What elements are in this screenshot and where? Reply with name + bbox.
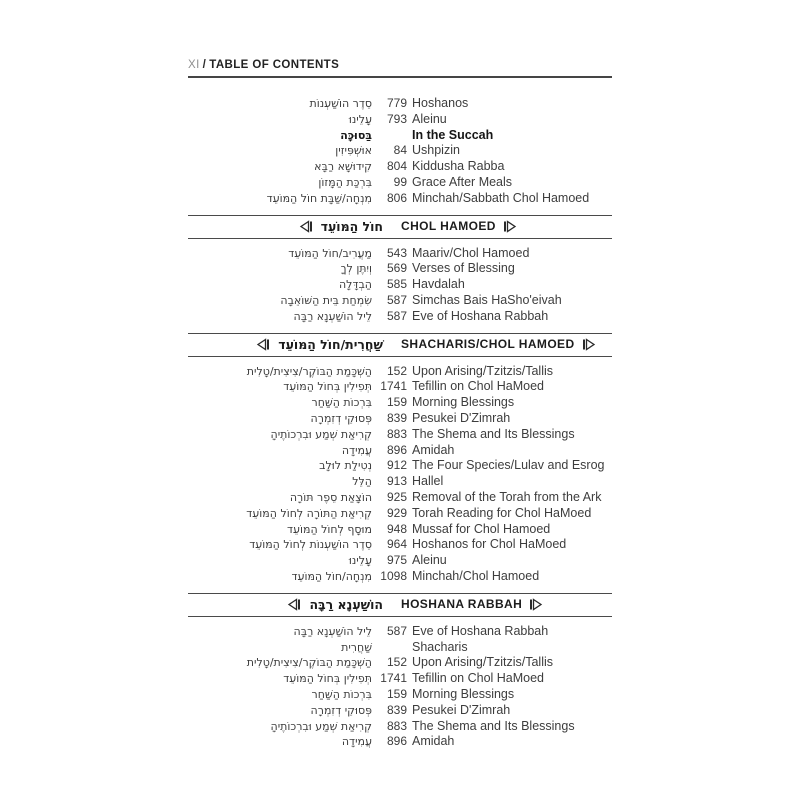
entry-page-number: 1741 (380, 671, 407, 686)
entry-page-number: 152 (386, 363, 407, 378)
entry-english-title: Hallel (412, 474, 444, 489)
toc-entry-row (188, 128, 612, 144)
entry-page-number: 587 (386, 623, 407, 638)
entry-page-number: 569 (386, 261, 407, 276)
entry-hebrew-title: אוּשְׁפִּיזִין (335, 144, 372, 158)
toc-entry-row (188, 293, 612, 309)
entry-english-title: Amidah (412, 442, 455, 457)
toc-block (188, 362, 612, 587)
entry-page-number: 925 (386, 489, 407, 504)
entry-hebrew-title: לֵיל הוֹשַׁעְנָא רַבָּה (293, 309, 372, 323)
entry-english-title: Pesukei D'Zimrah (412, 702, 511, 717)
entry-english-title: The Shema and Its Blessings (412, 718, 575, 733)
left-triangle-ornament-icon (299, 220, 313, 233)
toc-entry-row (188, 309, 612, 325)
entry-english-title: Minchah/Chol Hamoed (412, 568, 540, 583)
entry-hebrew-title: פְּסוּקֵי דְזִמְרָה (310, 703, 372, 717)
section-english-block (401, 219, 612, 233)
toc-entry-row (188, 569, 612, 585)
entry-hebrew-title: הַבְדָּלָה (339, 278, 372, 292)
entry-english-title: Aleinu (412, 111, 447, 126)
entry-english-title: Verses of Blessing (412, 261, 515, 276)
entry-english-title: Simchas Bais HaSho'eivah (412, 292, 562, 307)
entry-english-title: Removal of the Torah from the Ark (412, 489, 602, 504)
section-english-block (401, 597, 612, 611)
page-roman-numeral: XI (188, 59, 200, 71)
toc-entry-row (188, 640, 612, 656)
entry-hebrew-title: מוּסָף לְחוֹל הַמּוֹעֵד (287, 522, 372, 536)
entry-english-title: Mussaf for Chol Hamoed (412, 521, 551, 536)
section-title-hebrew: הוֹשַׁעְנָא רַבָּה (309, 596, 383, 612)
entry-hebrew-title: עָלֵינוּ (348, 554, 372, 568)
entry-page-number: 806 (386, 190, 407, 205)
entry-hebrew-title: בִּרְכוֹת הַשַּׁחַר (311, 396, 372, 410)
entry-hebrew-title: הוֹצָאַת סֵפֶר תּוֹרָה (289, 490, 372, 504)
section-hebrew-block (188, 219, 401, 234)
entry-hebrew-title: קְרִיאַת שְׁמַע וּבִרְכוֹתֶיהָ (270, 719, 372, 733)
toc-entry-row (188, 655, 612, 671)
toc-entry-row (188, 143, 612, 159)
toc-block (188, 622, 612, 752)
entry-hebrew-title: סֵדֶר הוֹשַׁעְנוֹת (309, 97, 372, 110)
toc-entry-row (188, 553, 612, 569)
entry-hebrew-title: הַשְׁכָּמַת הַבּוֹקֶר/צִיצִית/טָלִית (246, 656, 372, 670)
toc-entry-row (188, 395, 612, 411)
entry-hebrew-title: קְרִיאַת הַתּוֹרָה לְחוֹל הַמּוֹעֵד (246, 506, 372, 520)
entry-page-number: 543 (386, 245, 407, 260)
entry-english-title: Torah Reading for Chol HaMoed (412, 505, 592, 520)
entry-hebrew-title: וְיִתֶּן לְךָ (340, 262, 372, 276)
entry-page-number: 99 (393, 174, 407, 189)
toc-entry-row (188, 175, 612, 191)
toc-entry-row (188, 734, 612, 750)
entry-page-number: 839 (386, 702, 407, 717)
left-triangle-ornament-icon (287, 598, 301, 611)
entry-page-number: 804 (386, 159, 407, 174)
entry-page-number: 159 (386, 395, 407, 410)
entry-english-title: Hoshanos for Chol HaMoed (412, 537, 567, 552)
toc-entry-row (188, 506, 612, 522)
toc-entry-row (188, 719, 612, 735)
section-rule-bottom (188, 356, 612, 357)
entry-hebrew-title: עֲמִידָה (341, 735, 372, 749)
section-english-block (401, 337, 612, 351)
entry-hebrew-title: עָלֵינוּ (348, 112, 372, 126)
entry-hebrew-title: בִּרְכַּת הַמָּזוֹן (318, 175, 372, 189)
entry-hebrew-title: מִנְחָה/חוֹל הַמּוֹעֵד (291, 569, 372, 583)
toc-entry-row (188, 261, 612, 277)
section-hebrew-block (188, 597, 401, 612)
entry-page-number: 964 (386, 537, 407, 552)
entry-page-number: 913 (386, 474, 407, 489)
section-title-english: HOSHANA RABBAH (401, 597, 523, 612)
entry-english-title: Upon Arising/Tzitzis/Tallis (412, 363, 554, 378)
entry-hebrew-title: הַשְׁכָּמַת הַבּוֹקֶר/צִיצִית/טָלִית (246, 364, 372, 378)
toc-entry-row (188, 191, 612, 207)
entry-hebrew-title: שַׁחֲרִית (341, 640, 372, 654)
entry-hebrew-title: קְרִיאַת שְׁמַע וּבִרְכוֹתֶיהָ (270, 427, 372, 441)
entry-english-title: Kiddusha Rabba (412, 159, 505, 174)
right-triangle-ornament-icon (582, 338, 596, 351)
entry-english-title: Morning Blessings (412, 686, 515, 701)
toc-entry-row (188, 537, 612, 553)
toc-entry-row (188, 112, 612, 128)
entry-page-number: 975 (386, 553, 407, 568)
section-title-english: SHACHARIS/CHOL HAMOED (401, 337, 575, 352)
toc-entry-row (188, 474, 612, 490)
entry-hebrew-title: תְּפִילִין בְּחוֹל הַמּוֹעֵד (283, 672, 372, 686)
entry-page-number: 585 (386, 277, 407, 292)
entry-english-title: Pesukei D'Zimrah (412, 410, 511, 425)
entry-page-number: 839 (386, 410, 407, 425)
section-title-english: CHOL HAMOED (401, 219, 496, 234)
entry-english-title: Upon Arising/Tzitzis/Tallis (412, 655, 554, 670)
header-separator: / (202, 59, 207, 71)
toc-entry-row (188, 277, 612, 293)
section-hebrew-block (188, 337, 401, 352)
toc-block (188, 94, 612, 209)
entry-page-number: 793 (386, 111, 407, 126)
toc-entry-row (188, 379, 612, 395)
page-header (188, 59, 612, 78)
entry-hebrew-title: פְּסוּקֵי דְזִמְרָה (310, 411, 372, 425)
toc-entry-row (188, 687, 612, 703)
entry-english-title: Grace After Meals (412, 174, 513, 189)
entry-english-title: Eve of Hoshana Rabbah (412, 308, 549, 323)
toc-entry-row (188, 364, 612, 380)
entry-page-number: 587 (386, 292, 407, 307)
toc-entry-row (188, 671, 612, 687)
toc-entry-row (188, 427, 612, 443)
entry-hebrew-title: בַּסוּכָּה (340, 128, 372, 142)
entry-english-title: Aleinu (412, 553, 447, 568)
entry-english-title: Ushpizin (412, 143, 460, 158)
section-title-hebrew: שַׁחֲרִית/חוֹל הַמּוֹעֵד (278, 336, 383, 352)
entry-english-title: Morning Blessings (412, 395, 515, 410)
toc-entry-row (188, 522, 612, 538)
right-triangle-ornament-icon (503, 220, 517, 233)
entry-hebrew-title: מַעֲרִיב/חוֹל הַמּוֹעֵד (288, 246, 372, 260)
entry-hebrew-title: סֵדֶר הוֹשַׁעְנוֹת לְחוֹל הַמּוֹעֵד (249, 538, 372, 552)
entry-page-number: 84 (393, 143, 407, 158)
toc-entry-row (188, 703, 612, 719)
entry-english-title: Shacharis (412, 639, 468, 654)
entry-english-title: Minchah/Sabbath Chol Hamoed (412, 190, 590, 205)
entry-hebrew-title: בִּרְכוֹת הַשַּׁחַר (311, 687, 372, 701)
entry-page-number: 779 (386, 96, 407, 110)
entry-english-title: Eve of Hoshana Rabbah (412, 623, 549, 638)
entry-hebrew-title: מִנְחָה/שַׁבָּת חוֹל הַמּוֹעֵד (266, 191, 372, 205)
entry-english-title: The Four Species/Lulav and Esrog (412, 458, 605, 473)
section-header (188, 593, 612, 617)
section-rule-bottom (188, 238, 612, 239)
toc-block (188, 244, 612, 327)
entry-page-number: 948 (386, 521, 407, 536)
entry-english-title: Hoshanos (412, 96, 469, 110)
entry-english-title: Havdalah (412, 277, 465, 292)
right-triangle-ornament-icon (529, 598, 543, 611)
entry-page-number: 896 (386, 734, 407, 749)
left-triangle-ornament-icon (256, 338, 270, 351)
entry-hebrew-title: נְטִילַת לוּלָב (319, 459, 372, 473)
entry-page-number: 1741 (380, 379, 407, 394)
section-rule-bottom (188, 616, 612, 617)
toc-body (188, 94, 612, 752)
entry-english-title: Amidah (412, 734, 455, 749)
entry-page-number: 587 (386, 308, 407, 323)
toc-entry-row (188, 411, 612, 427)
toc-entry-row (188, 458, 612, 474)
entry-hebrew-title: שִׂמְחַת בֵּית הַשּׁוֹאֵבָה (280, 293, 372, 307)
entry-page-number: 1098 (380, 568, 407, 583)
entry-page-number: 912 (386, 458, 407, 473)
toc-entry-row (188, 443, 612, 459)
entry-hebrew-title: עֲמִידָה (341, 443, 372, 457)
entry-page-number: 883 (386, 718, 407, 733)
entry-hebrew-title: לֵיל הוֹשַׁעְנָא רַבָּה (293, 624, 372, 638)
toc-entry-row (188, 624, 612, 640)
entry-english-title: Tefillin on Chol HaMoed (412, 671, 545, 686)
entry-english-title: In the Succah (412, 127, 494, 142)
section-title-hebrew: חוֹל הַמּוֹעֵד (320, 218, 383, 234)
entry-hebrew-title: קִידוּשָׁא רַבָּא (314, 160, 372, 174)
entry-page-number: 883 (386, 426, 407, 441)
entry-english-title: Maariv/Chol Hamoed (412, 245, 530, 260)
entry-english-title: Tefillin on Chol HaMoed (412, 379, 545, 394)
entry-page-number: 152 (386, 655, 407, 670)
toc-entry-row (188, 159, 612, 175)
page-title: TABLE OF CONTENTS (209, 59, 340, 71)
entry-hebrew-title: תְּפִילִין בְּחוֹל הַמּוֹעֵד (283, 380, 372, 394)
toc-entry-row (188, 246, 612, 262)
entry-hebrew-title: הַלֵּל (352, 475, 372, 489)
toc-entry-row (188, 96, 612, 112)
entry-english-title: The Shema and Its Blessings (412, 426, 575, 441)
entry-page-number: 159 (386, 686, 407, 701)
entry-page-number: 929 (386, 505, 407, 520)
toc-entry-row (188, 490, 612, 506)
entry-page-number: 896 (386, 442, 407, 457)
section-header (188, 215, 612, 239)
section-header (188, 333, 612, 357)
